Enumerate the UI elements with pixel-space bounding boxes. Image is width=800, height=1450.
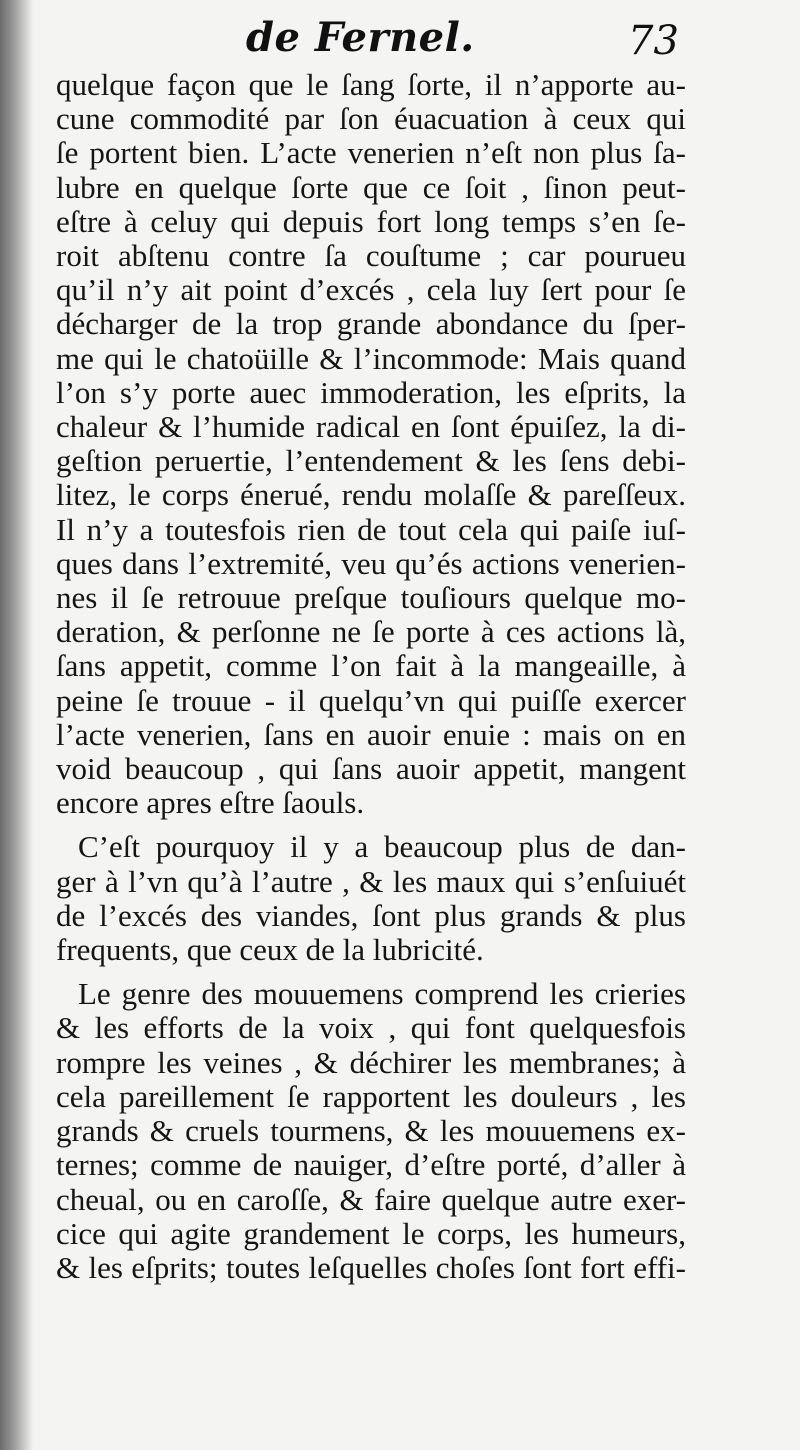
text-line: ques dans l’extremité, veu qu’és actions venerien- [56, 546, 686, 581]
text-line: ger à l’vn qu’à l’autre , & les maux qui s’enſuiuét [56, 864, 686, 899]
text-line: deration, & perſonne ne ſe porte à ces actions là, [56, 615, 686, 650]
text-line: décharger de la trop grande abondance du ſper- [56, 307, 686, 342]
paragraph-gap [56, 820, 686, 830]
text-line: & les efforts de la voix , qui font quelquesfois [56, 1011, 686, 1046]
text-line: cice qui agite grandement le corps, les humeurs, [56, 1216, 686, 1251]
paragraph [56, 830, 686, 967]
text-line: quelque façon que le ſang ſorte, il n’apporte au- [56, 68, 686, 102]
text-line: frequents, que ceux de la lubricité. [56, 933, 484, 968]
text-line: ſe portent bien. L’acte venerien n’eſt non plus ſa- [56, 136, 686, 171]
text-line: litez, le corps énerué, rendu molaſſe & pareſſeux. [56, 478, 686, 513]
text-line: l’acte venerien, ſans en auoir enuie : mais on en [56, 717, 686, 752]
paragraph [56, 977, 686, 1285]
text-line: de l’excés des viandes, ſont plus grands & plus [56, 898, 686, 933]
text-line: geſtion peruertie, l’entendement & les ſens debi- [56, 444, 686, 479]
text-line: Il n’y a toutesfois rien de tout cela qui paiſe iuſ- [56, 512, 686, 547]
body-text [56, 68, 686, 1285]
text-line: & les eſprits; toutes leſquelles choſes ſont fort effi- [56, 1250, 686, 1285]
page-header [0, 14, 800, 74]
text-line: ſans appetit, comme l’on fait à la mangeaille, à [56, 649, 686, 684]
page-gutter-shadow [0, 0, 34, 1450]
text-line: C’eſt pourquoy il y a beaucoup plus de dan- [78, 830, 686, 865]
text-line: chaleur & l’humide radical en ſont épuiſez, la di- [56, 410, 686, 445]
text-line: nes il ſe retrouue preſque touſiours quelque mo- [56, 581, 686, 616]
text-line: eſtre à celuy qui depuis fort long temps s’en ſe- [56, 204, 686, 239]
text-line: encore apres eſtre ſaouls. [56, 786, 365, 821]
text-line: qu’il n’y ait point d’excés , cela luy ſert pour ſe [56, 273, 686, 308]
text-line: cune commodité par ſon éuacuation à ceux qui [56, 102, 686, 137]
text-line: grands & cruels tourmens, & les mouuemens ex- [56, 1114, 686, 1149]
paragraph [56, 68, 686, 820]
text-line: l’on s’y porte auec immoderation, les eſprits, la [56, 375, 686, 410]
text-line: peine ſe trouue - il quelqu’vn qui puiſſe exercer [56, 683, 686, 718]
text-line: cheual, ou en caroſſe, & faire quelque autre exer- [56, 1182, 686, 1217]
text-line: ternes; comme de nauiger, d’eſtre porté, d’aller à [56, 1148, 686, 1183]
text-line: cela pareillement ſe rapportent les douleurs , les [56, 1079, 686, 1114]
text-line: Le genre des mouuemens comprend les crieries [78, 977, 686, 1012]
paragraph-gap [56, 967, 686, 977]
text-line: rompre les veines , & déchirer les membranes; à [56, 1045, 686, 1080]
text-line: me qui le chatoüille & l’incommode: Mais quand [56, 341, 686, 376]
text-line: void beaucoup , qui ſans auoir appetit, mangent [56, 752, 686, 787]
page-number: 73 [628, 18, 679, 64]
text-line: lubre en quelque ſorte que ce ſoit , ſinon peut- [56, 170, 686, 205]
text-line: roit abſtenu contre ſa couſtume ; car pourueu [56, 239, 686, 274]
running-head: de Fernel. [246, 14, 475, 61]
